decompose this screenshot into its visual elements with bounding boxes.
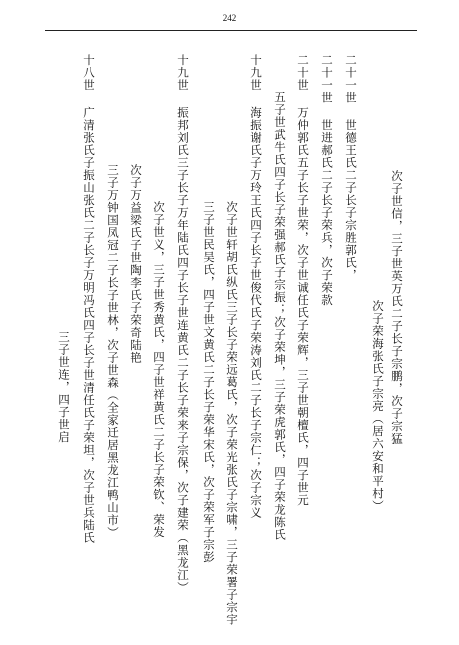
genealogy-line: 三子世民吴氏，四子世文黄氏二子长子荣华宋氏，次子荣军子宗彭 (202, 201, 216, 564)
genealogy-line: 三子世连，四子世启 (57, 331, 71, 444)
genealogy-line: 次子荣海张氏子宗亮（居六安和平村） (371, 300, 385, 513)
genealogy-line: 五子世武牛氏四子长子荣强郝氏子宗振；次子荣坤，三子荣虎郭氏，四子荣龙陈氏 (273, 91, 287, 541)
page-number: 242 (222, 13, 237, 23)
genealogy-line: 二十一世 世进郝氏二子长子荣兵，次子荣款 (320, 54, 334, 307)
genealogy-line: 三子万钟国凤冠二子长子世林，次子世森（全家迁居黑龙江鸭山市） (106, 164, 120, 539)
header-rule (45, 30, 417, 31)
genealogy-line: 二十世 万仲郭氏五子长子世荣，次子世诚任氏子荣辉，三子世朝檀氏，四子世元 (296, 54, 310, 507)
genealogy-line: 次子世轩胡氏纵氏三子长子荣远葛氏，次子荣光张氏子宗啸，三子荣署子宗宇 (225, 201, 239, 626)
genealogy-line: 二十一世 世德王氏二子长子宗胜郭氏， (344, 54, 358, 282)
genealogy-line: 十八世 广清张氏子振山张氏二子长子万明冯氏四子长子世清任氏子荣坦，次子世兵陆氏 (82, 54, 96, 544)
genealogy-line: 十九世 振邦刘氏三子长子万年陆氏四子长子世连黄氏二子长子荣来子宗保，次子建荣（黑龙江） (176, 54, 190, 594)
genealogy-line: 次子万益梁氏子世陶李氏子荣奇陆艳 (129, 164, 143, 364)
genealogy-line: 次子世义，三子世秀黄氏，四子世祥黄氏二子长子荣钦、荣发 (152, 201, 166, 539)
genealogy-line: 次子世信，三子世英万氏二子长子宗鹏，次子宗猛 (390, 170, 404, 445)
genealogy-line: 十九世 海振谢氏子万玲王氏四子长子世俊代氏子荣涛刘氏二子长子宗仁；次子宗义 (249, 54, 263, 519)
